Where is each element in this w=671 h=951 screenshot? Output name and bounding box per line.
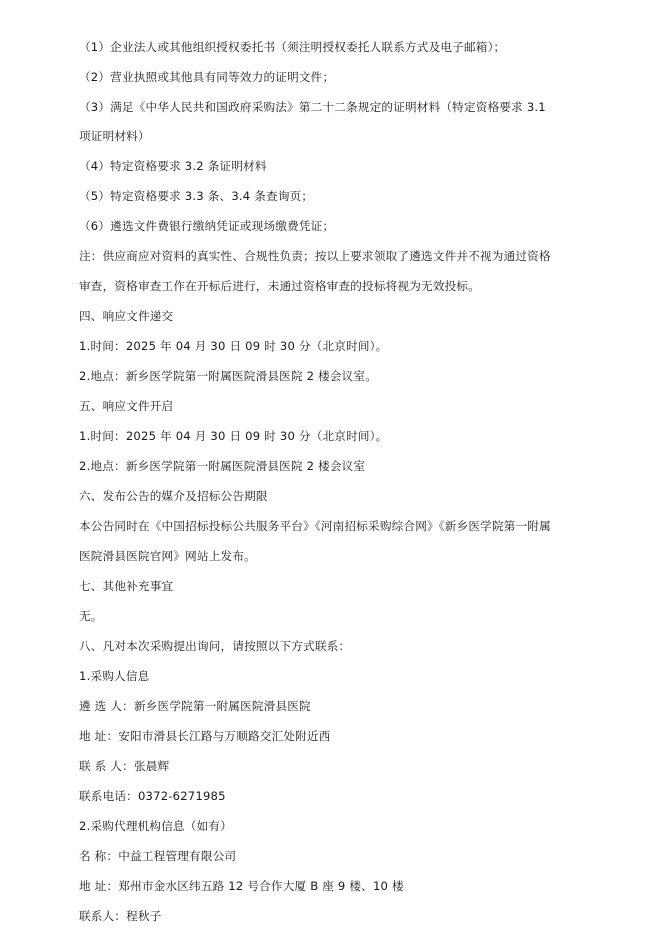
text-line-23: 遴 选 人：新乡医学院第一附属医院滑县医院 — [79, 699, 311, 713]
text-line-4: 项证明材料） — [79, 129, 150, 143]
text-line-27: 2.采购代理机构信息（如有） — [79, 819, 232, 833]
text-line-15: 2.地点：新乡医学院第一附属医院滑县医院 2 楼会议室 — [79, 459, 366, 473]
text-line-29: 地 址：郑州市金水区纬五路 12 号合作大厦 B 座 9 楼、10 楼 — [79, 879, 404, 893]
text-line-5: （4）特定资格要求 3.2 条证明材料 — [79, 159, 267, 173]
text-line-9: 审查，资格审查工作在开标后进行，未通过资格审查的投标将视为无效投标。 — [79, 279, 480, 293]
text-line-18: 医院滑县医院官网》网站上发布。 — [79, 549, 256, 563]
text-line-8: 注：供应商应对资料的真实性、合规性负责；按以上要求领取了遴选文件并不视为通过资格 — [79, 249, 551, 263]
text-line-30: 联系人：程秋子 — [79, 909, 162, 923]
text-line-12: 2.地点：新乡医学院第一附属医院滑县医院 2 楼会议室。 — [79, 369, 378, 383]
section-heading-4: 四、响应文件递交 — [79, 309, 174, 323]
text-line-7: （6）遴选文件费银行缴纳凭证或现场缴费凭证； — [79, 219, 335, 233]
text-line-2: （2）营业执照或其他具有同等效力的证明文件； — [79, 70, 335, 84]
section-heading-6: 六、发布公告的媒介及招标公告期限 — [79, 489, 268, 503]
text-line-28: 名 称：中益工程管理有限公司 — [79, 849, 237, 863]
text-line-1: （1）企业法人或其他组织授权委托书（须注明授权委托人联系方式及电子邮箱）； — [79, 40, 506, 54]
text-line-14: 1.时间：2025 年 04 月 30 日 09 时 30 分（北京时间）。 — [79, 429, 388, 443]
section-heading-7: 七、其他补充事宜 — [79, 579, 174, 593]
text-line-20: 无。 — [79, 609, 103, 623]
section-heading-8: 八、凡对本次采购提出询问，请按照以下方式联系： — [79, 639, 351, 653]
text-line-17: 本公告同时在《中国招标投标公共服务平台》《河南招标采购综合网》《新乡医学院第一附属 — [79, 519, 551, 533]
text-line-24: 地 址：安阳市滑县长江路与万顺路交汇处附近西 — [79, 729, 331, 743]
text-line-26: 联系电话：0372-6271985 — [79, 789, 226, 803]
text-line-22: 1.采购人信息 — [79, 669, 150, 683]
text-line-11: 1.时间：2025 年 04 月 30 日 09 时 30 分（北京时间）。 — [79, 339, 388, 353]
text-line-3: （3）满足《中华人民共和国政府采购法》第二十二条规定的证明材料（特定资格要求 3.1 — [79, 100, 546, 114]
text-line-6: （5）特定资格要求 3.3 条、3.4 条查询页； — [79, 189, 314, 203]
section-heading-5: 五、响应文件开启 — [79, 399, 174, 413]
text-line-25: 联 系 人：张晨辉 — [79, 759, 170, 773]
